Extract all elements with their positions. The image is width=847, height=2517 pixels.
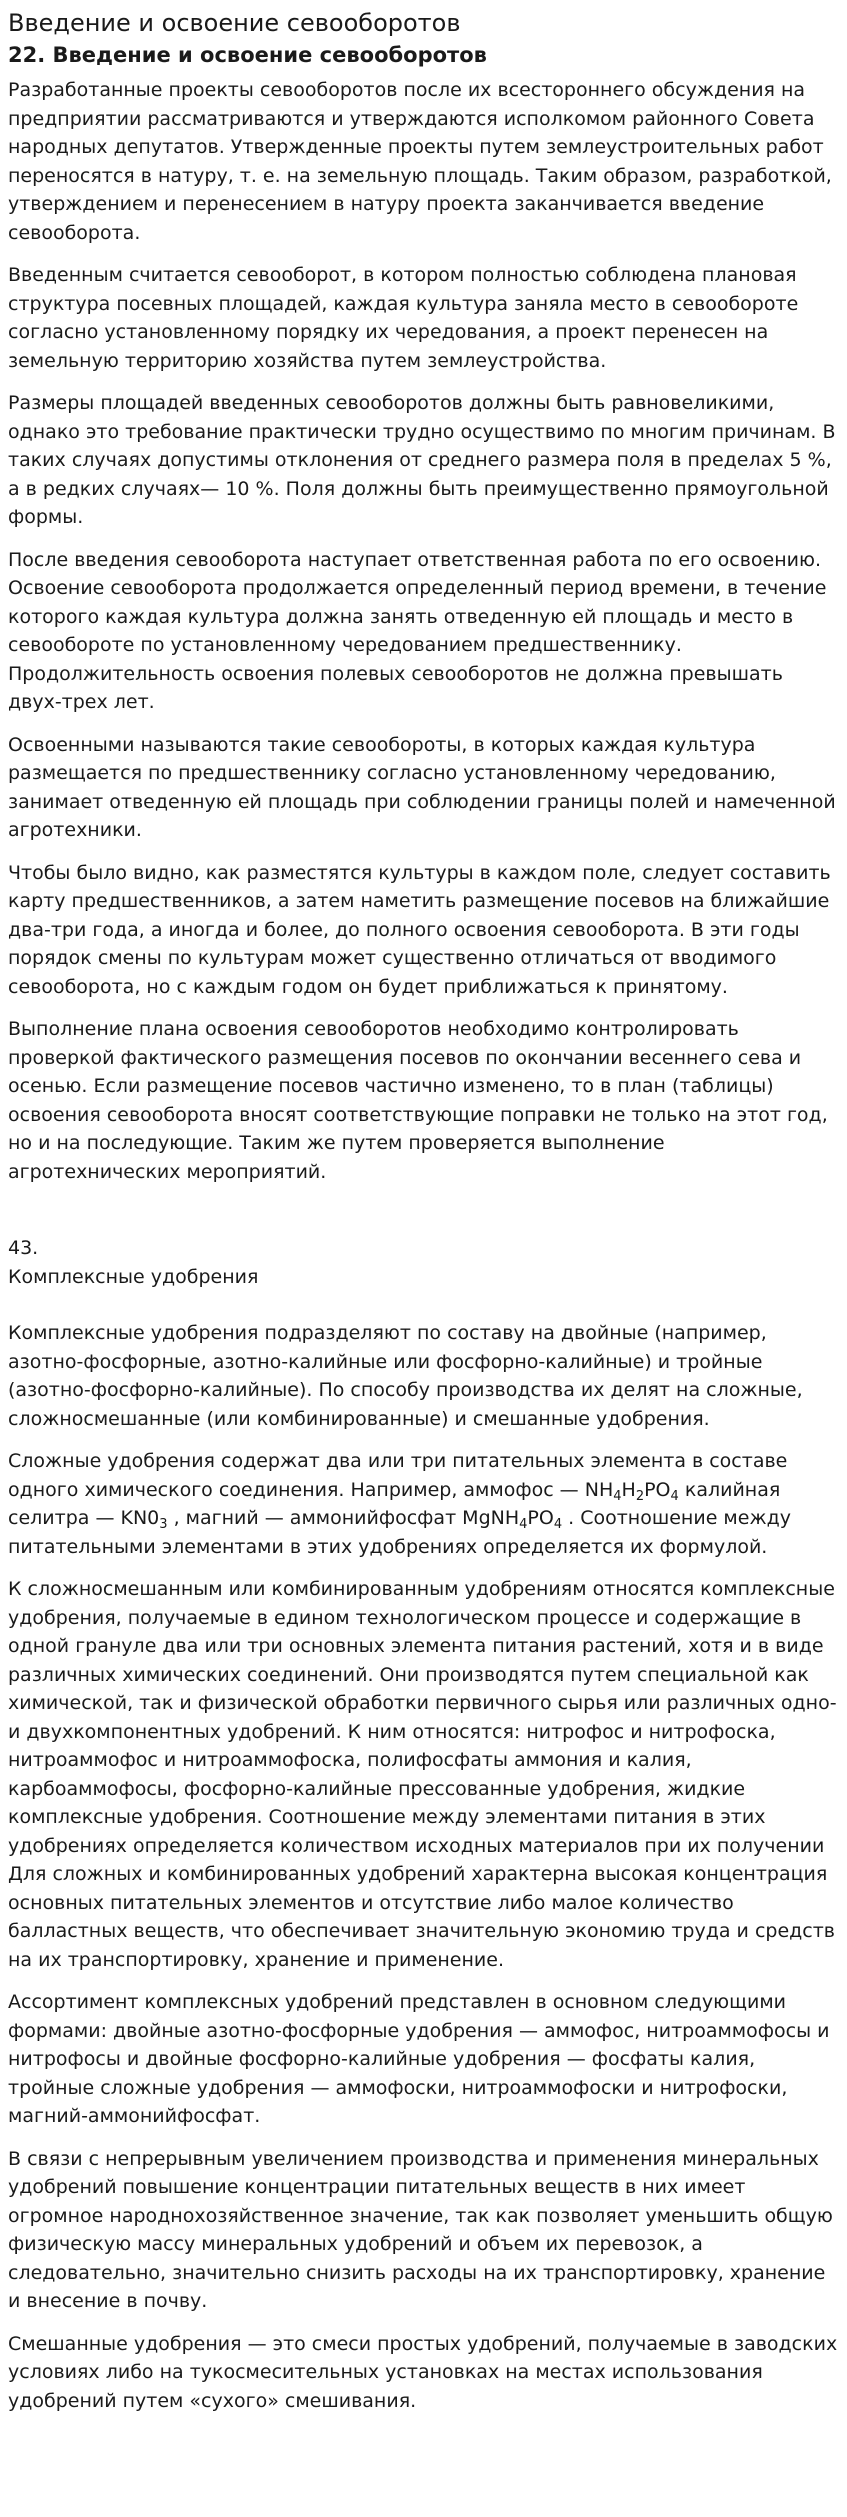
text-run: , магний — аммонийфосфат MgNH bbox=[167, 1507, 520, 1529]
section-heading: 22. Введение и освоение севооборотов bbox=[8, 43, 487, 67]
text-run: калийная селитра — KN0 bbox=[8, 1478, 781, 1529]
subscript: 3 bbox=[159, 1517, 168, 1532]
paragraph: В связи с непрерывным увеличением производства и применения минеральных удобрений повышение концентрации питательных веществ в них имеет огромное народнохозяйственное значение, так как позволяет уменьшить общую физическую массу минеральных удобрений и объем их перевозок, а следовательно, значительно снизить расходы на их транспортировку, хранение и внесение в почву. bbox=[8, 2147, 833, 2312]
text-run: PO bbox=[527, 1507, 554, 1529]
spacer bbox=[8, 1291, 840, 1319]
document-title: Введение и освоение севооборотов bbox=[8, 9, 461, 37]
subscript: 2 bbox=[635, 1488, 645, 1504]
paragraph: Комплексные удобрения подразделяют по составу на двойные (например, азотно-фосфорные, азотно-калийные или фосфорно-калийные) и тройные (азотно-фосфорно-калийные). По способу производства их делят на сложные, сложносмешанные (или комбинированные) и смешанные удобрения. bbox=[8, 1322, 803, 1430]
section-subheading: Комплексные удобрения bbox=[8, 1265, 259, 1288]
subscript: 4 bbox=[670, 1488, 679, 1504]
paragraph: Смешанные удобрения — это смеси простых удобрений, получаемые в заводских условиях либо на тукосмесительных установках на местах использования удобрений путем «сухого» смешивания. bbox=[8, 2332, 838, 2412]
text-run: Сложные удобрения содержат два или три питательных элемента в составе одного химического соединения. Например, аммофос — NH bbox=[8, 1450, 788, 1501]
section-number: 43. bbox=[8, 1237, 39, 1259]
paragraph: Разработанные проекты севооборотов после их всестороннего обсуждения на предприятии рассматриваются и утверждаются исполкомом районного Совета народных депутатов. Утвержденные проекты путем землеустроительных работ переносятся в натуру, т. е. на земельную площадь. Таким образом, разработкой, утверждением и перенесением в натуру проекта заканчивается введение севооборота. bbox=[8, 79, 832, 244]
text-run: . Соотношение между питательными элементами в этих удобрениях определяется их формулой. bbox=[8, 1507, 791, 1558]
paragraph: К сложносмешанным или комбинированным удобрениям относятся комплексные удобрения, получаемые в едином технологическом процессе и содержащие в одной грануле два или три основных элемента питания растений, хотя и в виде различных химических соединений. Они производятся путем специальной как химической, так и физической обработки первичного сырья или различных одно-и двухкомпонентных удобрений. К ним относятся: нитрофос и нитрофоска, нитроаммофос и нитроаммофоска, полифосфаты аммония и калия, карбоаммофосы, фосфорно-калийные прессованные удобрения, жидкие комплексные удобрения. Соотношение между элементами питания в этих удобрениях определяется количеством исходных материалов при их получении Для сложных и комбинированных удобрений характерна высокая концентрация основных питательных элементов и отсутствие либо малое количество балластных веществ, что обеспечивает значительную экономию труда и средств на их транспортировку, хранение и применение. bbox=[8, 1578, 837, 1971]
paragraph: Размеры площадей введенных севооборотов должны быть равновеликими, однако это требование практически трудно осуществимо по многим причинам. В таких случаях допустимы отклонения от среднего размера поля в пределах 5 %, а в редких случаях— 10 %. Поля должны быть преимущественно прямоугольной формы. bbox=[8, 392, 836, 528]
article bbox=[8, 6, 840, 2429]
paragraph: Введенным считается севооборот, в котором полностью соблюдена плановая структура посевных площадей, каждая культура заняла место в севообороте согласно установленному порядку их чередования, а проект перенесен на земельную территорию хозяйства путем землеустройства. bbox=[8, 264, 799, 372]
text-run: PO bbox=[644, 1478, 671, 1501]
spacer bbox=[8, 1200, 840, 1234]
subscript: 4 bbox=[519, 1517, 528, 1532]
paragraph-with-formulas bbox=[8, 1447, 840, 1561]
paragraph: Освоенными называются такие севообороты, в которых каждая культура размещается по предшественнику согласно установленному чередованию, занимает отведенную ей площадь при соблюдении границы полей и намеченной агротехники. bbox=[8, 733, 836, 841]
text-run: H bbox=[621, 1478, 636, 1501]
paragraph: После введения севооборота наступает ответственная работа по его освоению. Освоение севооборота продолжается определенный период времени, в течение которого каждая культура должна занять отведенную ей площадь и место в севообороте по установленному чередованием предшественнику. Продолжительность освоения полевых севооборотов не должна превышать двух-трех лет. bbox=[8, 548, 827, 713]
subscript: 4 bbox=[613, 1488, 622, 1504]
subscript: 4 bbox=[553, 1517, 563, 1532]
paragraph: Выполнение плана освоения севооборотов необходимо контролировать проверкой фактического размещения посевов по окончании весеннего сева и осенью. Если размещение посевов частично изменено, то в план (таблицы) освоения севооборота вносят соответствующие поправки не только на этот год, но и на последующие. Таким же путем проверяется выполнение агротехнических мероприятий. bbox=[8, 1018, 828, 1183]
paragraph: Чтобы было видно, как разместятся культуры в каждом поле, следует составить карту предшественников, а затем наметить размещение посевов на ближайшие два-три года, а иногда и более, до полного освоения севооборота. В эти годы порядок смены по культурам может существенно отличаться от вводимого севооборота, но с каждым годом он будет приближаться к принятому. bbox=[8, 861, 831, 998]
paragraph: Ассортимент комплексных удобрений представлен в основном следующими формами: двойные азотно-фосфорные удобрения — аммофос, нитроаммофосы и нитрофосы и двойные фосфорно-калийные удобрения — фосфаты калия, тройные сложные удобрения — аммофоски, нитроаммофоски и нитрофоски, магний-аммонийфосфат. bbox=[8, 1991, 830, 2127]
